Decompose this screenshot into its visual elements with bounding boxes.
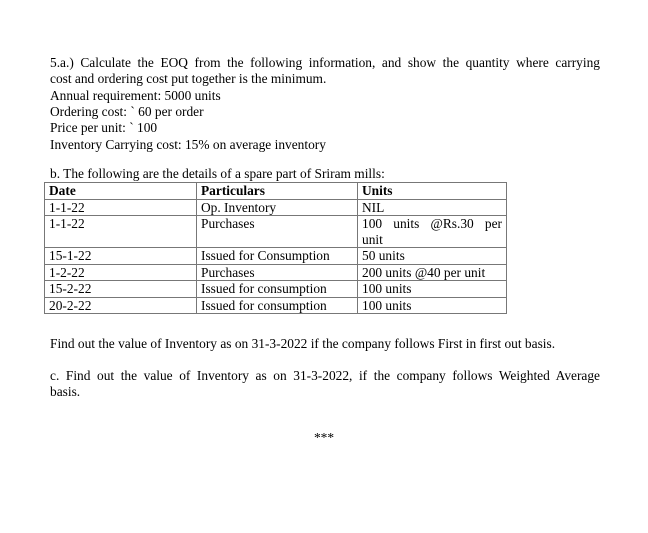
header-particulars: Particulars [197, 183, 358, 200]
end-mark: *** [313, 430, 335, 445]
cell-units: 200 units @40 per unit [358, 264, 507, 281]
cell-particulars: Purchases [197, 216, 358, 248]
cell-date: 1-1-22 [45, 199, 197, 216]
cell-date: 20-2-22 [45, 297, 197, 314]
cell-units-line-2: unit [362, 231, 383, 247]
table-row [45, 297, 507, 314]
question-5c-line-2: basis. [50, 384, 81, 399]
table-row [45, 264, 507, 281]
table-row [45, 281, 507, 298]
table-row [45, 248, 507, 265]
cell-units: NIL [358, 199, 507, 216]
cell-units [358, 216, 507, 248]
header-units: Units [358, 183, 507, 200]
cell-particulars: Issued for consumption [197, 281, 358, 298]
cell-units: 100 units [358, 297, 507, 314]
annual-requirement: Annual requirement: 5000 units [50, 88, 221, 103]
cell-particulars: Purchases [197, 264, 358, 281]
cell-particulars: Op. Inventory [197, 199, 358, 216]
question-5a-line-1: 5.a.) Calculate the EOQ from the following information, and show the quantity where carrying [50, 55, 600, 70]
cell-particulars: Issued for consumption [197, 297, 358, 314]
cell-particulars: Issued for Consumption [197, 248, 358, 265]
table-header-row [45, 183, 507, 200]
question-5a-line-2: cost and ordering cost put together is the minimum. [50, 71, 327, 86]
question-5c-line-1: c. Find out the value of Inventory as on 31-3-2022, if the company follows Weighted Average [50, 368, 600, 383]
cell-units: 50 units [358, 248, 507, 265]
cell-units: 100 units [358, 281, 507, 298]
ordering-cost: Ordering cost: ` 60 per order [50, 104, 204, 119]
carrying-cost: Inventory Carrying cost: 15% on average inventory [50, 137, 326, 152]
table-row [45, 199, 507, 216]
cell-date: 1-1-22 [45, 216, 197, 248]
spare-part-table [44, 182, 507, 314]
header-date: Date [45, 183, 197, 200]
cell-date: 15-1-22 [45, 248, 197, 265]
cell-units-line-1: 100 units @Rs.30 per [362, 216, 502, 231]
question-5b-fifo: Find out the value of Inventory as on 31-3-2022 if the company follows First in first out basis. [50, 336, 556, 351]
cell-date: 15-2-22 [45, 281, 197, 298]
table-row [45, 216, 507, 248]
price-per-unit: Price per unit: ` 100 [50, 120, 158, 135]
cell-date: 1-2-22 [45, 264, 197, 281]
question-5b-intro: b. The following are the details of a spare part of Sriram mills: [50, 166, 385, 181]
